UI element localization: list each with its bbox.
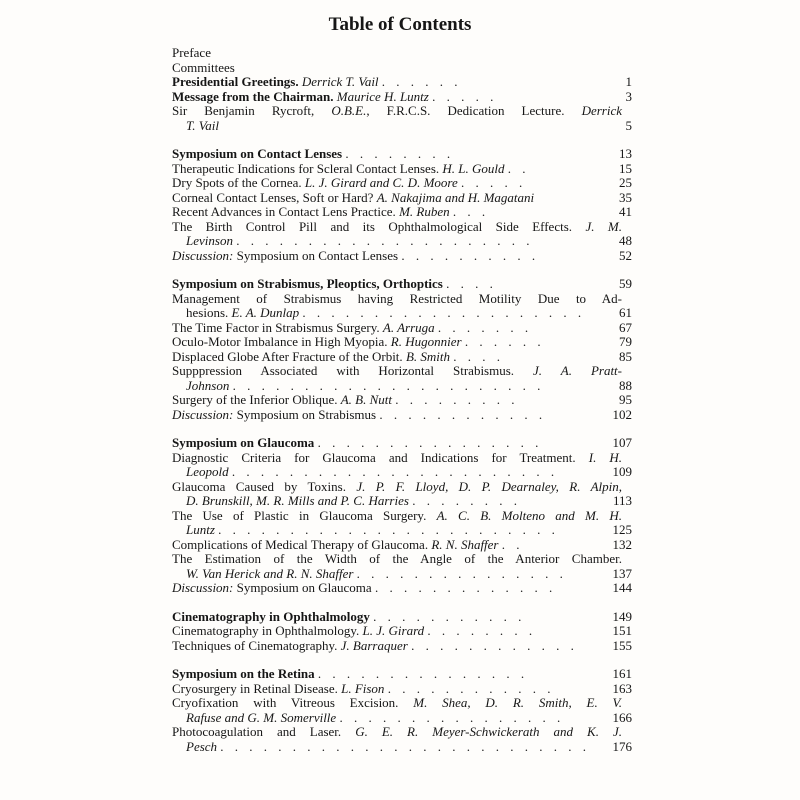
page-number: 107 [612, 435, 632, 450]
toc-entry[interactable] [172, 292, 632, 307]
entry-text: Committees [172, 59, 235, 75]
entry-text: Dry Spots of the Cornea. [172, 175, 302, 190]
entry-text: Recent Advances in Contact Lens Practice. [172, 204, 396, 219]
page-number: 3 [625, 88, 632, 104]
entry-text: Diagnostic Criteria for Glaucoma and Indications for Treatment. [172, 449, 576, 465]
page-number: 48 [619, 233, 632, 248]
page-number: 25 [619, 175, 632, 190]
entry-text: Derrick T. Vail [301, 74, 379, 89]
entry-text: Symposium on Glaucoma [236, 580, 372, 595]
entry-text: D. Brunskill, M. R. Mills and P. C. Harries [186, 493, 409, 508]
toc-entry[interactable]: Therapeutic Indications for Scleral Contact Lenses. H. L. Gould . . 15 [172, 160, 632, 176]
entry-text: J. M. [585, 218, 622, 234]
entry-text: L. Fison [341, 680, 385, 696]
toc-entry[interactable] [172, 191, 632, 206]
entry-text: Photocoagulation and Laser. [172, 724, 342, 739]
toc-entry[interactable]: The Time Factor in Strabismus Surgery. A. Arruga . . . . . . . 67 [172, 319, 632, 335]
toc-entry[interactable]: Oculo-Motor Imbalance in High Myopia. R. Hugonnier . . . . . . 79 [172, 334, 632, 349]
entry-text: T. Vail [186, 117, 219, 133]
entry-text: E. A. Dunlap [231, 305, 300, 320]
entry-text: Johnson [186, 377, 230, 393]
toc-entry-cont[interactable]: Rafuse and G. M. Somerville . . . . . . . . . . . . . . . . 166 [186, 709, 632, 725]
page-number: 15 [619, 160, 632, 176]
toc-entry-cont[interactable]: D. Brunskill, M. R. Mills and P. C. Harries . . . . . . . . 113 [186, 493, 632, 508]
toc-entry-rycroft-lecture-cont[interactable] [172, 119, 632, 134]
entry-text: Oculo-Motor Imbalance in High Myopia. [172, 334, 388, 349]
entry-text: Preface [172, 45, 211, 60]
toc-entry-cont[interactable]: W. Van Herick and R. N. Shaffer . . . . . . . . . . . . . . . 137 [186, 565, 632, 581]
section-heading-retina[interactable]: Symposium on the Retina . . . . . . . . . . . . . . . 161 [172, 666, 632, 681]
toc-entry-cont[interactable]: Leopold . . . . . . . . . . . . . . . . . . . . . . . 109 [186, 464, 632, 479]
page-number: 52 [619, 247, 632, 263]
page-number: 161 [612, 666, 632, 681]
entry-text: Leopold [186, 464, 229, 479]
page-number: 88 [619, 377, 632, 393]
entry-text: Cryosurgery in Retinal Disease. [172, 680, 338, 696]
toc-entry[interactable]: Techniques of Cinematography. J. Barraquer . . . . . . . . . . . . 155 [172, 637, 632, 653]
entry-text: Symposium on Contact Lenses [236, 247, 399, 263]
entry-text: J. A. Pratt- [533, 363, 622, 378]
toc-entry[interactable]: Cryosurgery in Retinal Disease. L. Fison . . . . . . . . . . . . 163 [172, 680, 632, 696]
entry-text: Cinematography in Ophthalmology. [172, 623, 360, 638]
entry-text: Rafuse and G. M. Somerville [186, 709, 337, 725]
toc-entry[interactable] [172, 552, 632, 567]
entry-text: , F.R.C.S. Dedication Lecture. [366, 103, 565, 118]
page-number: 176 [612, 738, 632, 754]
page-number: 79 [619, 334, 632, 349]
toc-entry[interactable] [172, 451, 632, 466]
toc-entry[interactable] [172, 480, 632, 495]
toc-entry[interactable]: Dry Spots of the Cornea. L. J. Girard and C. D. Moore . . . . . 25 [172, 175, 632, 190]
toc-entry-rycroft-lecture[interactable] [172, 104, 632, 119]
page-number: 151 [612, 623, 632, 638]
entry-text: The Birth Control Pill and its Ophthalmological Side Effects. [172, 218, 573, 234]
entry-text: B. Smith [405, 348, 450, 364]
toc-entry-cont[interactable]: hesions. E. A. Dunlap . . . . . . . . . . . . . . . . . . . . 61 [186, 305, 632, 320]
page-number: 13 [619, 146, 632, 161]
toc-entry-discussion[interactable]: Discussion: Symposium on Glaucoma . . . . . . . . . . . . . 144 [172, 580, 632, 595]
page-number: 132 [612, 536, 632, 552]
page-number: 1 [625, 74, 632, 89]
section-heading-glaucoma[interactable]: Symposium on Glaucoma . . . . . . . . . . . . . . . . 107 [172, 435, 632, 450]
entry-text: M. Ruben [399, 204, 450, 219]
toc-entry-discussion[interactable]: Discussion: Symposium on Contact Lenses . . . . . . . . . . 52 [172, 247, 632, 263]
toc-entry[interactable] [172, 696, 632, 711]
entry-text: The Estimation of the Width of the Angle of the Anterior Chamber. [172, 551, 622, 566]
entry-text: J. Barraquer [340, 637, 408, 653]
page-number: 85 [619, 348, 632, 364]
toc-entry[interactable]: Complications of Medical Therapy of Glaucoma. R. N. Shaffer . . 132 [172, 536, 632, 552]
entry-text: M. Shea, D. R. Smith, E. V. [413, 695, 623, 710]
entry-text: J. P. F. Lloyd, D. P. Dearnaley, R. Alpin, [356, 478, 623, 494]
page-number: 155 [612, 637, 632, 653]
entry-text: H. L. Gould [442, 160, 505, 176]
entry-text: A. Arruga [382, 319, 435, 335]
page-number: 59 [619, 276, 632, 291]
entry-text: Discussion: [172, 406, 234, 422]
entry-text: L. J. Girard [362, 623, 425, 638]
toc-entry-discussion[interactable]: Discussion: Symposium on Strabismus . . . . . . . . . . . . 102 [172, 406, 632, 422]
entry-text: Discussion: [172, 247, 234, 263]
entry-text: Symposium on Contact Lenses [172, 146, 343, 161]
entry-text: G. E. R. Meyer-Schwickerath and K. J. [355, 724, 623, 739]
section-heading-cinematography[interactable]: Cinematography in Ophthalmology . . . . . . . . . . . 149 [172, 608, 632, 624]
toc-entry[interactable] [172, 364, 632, 379]
entry-text: Symposium on Strabismus, Pleoptics, Orthoptics [172, 276, 443, 291]
page-number: 61 [619, 305, 632, 320]
page-number: 35 [619, 189, 632, 205]
page-number: 137 [612, 565, 632, 581]
entry-text: The Time Factor in Strabismus Surgery. [172, 319, 380, 335]
page-number: 166 [612, 709, 632, 725]
toc-entry[interactable] [172, 509, 632, 524]
entry-text: R. Hugonnier [390, 334, 462, 349]
entry-text: Cinematography in Ophthalmology [172, 608, 370, 624]
page-number: 125 [612, 522, 632, 537]
entry-text: Symposium on Glaucoma [172, 435, 315, 450]
entry-text: Pesch [186, 738, 218, 754]
toc-entry-presidential-greetings[interactable]: Presidential Greetings. Derrick T. Vail . . . . . . 1 [172, 74, 632, 89]
entry-text: Maurice H. Luntz [336, 88, 429, 104]
toc-entry-message-chairman[interactable]: Message from the Chairman. Maurice H. Luntz . . . . . 3 [172, 88, 632, 104]
entry-text: A. Nakajima and H. Magatani [376, 189, 535, 205]
page-number: 149 [612, 608, 632, 624]
toc-entry-committees[interactable] [172, 61, 632, 76]
toc-entry[interactable]: Cinematography in Ophthalmology. L. J. Girard . . . . . . . . 151 [172, 623, 632, 638]
entry-text: Derrick [581, 103, 622, 118]
toc-entry[interactable]: Recent Advances in Contact Lens Practice. M. Ruben . . . 41 [172, 204, 632, 219]
page-number: 67 [619, 319, 632, 335]
entry-text: The Use of Plastic in Glaucoma Surgery. [172, 507, 427, 523]
section-heading-strabismus[interactable]: Symposium on Strabismus, Pleoptics, Orthoptics . . . . 59 [172, 276, 632, 291]
toc-list [172, 46, 632, 754]
entry-text: Supppression Associated with Horizontal Strabismus. [172, 363, 515, 378]
entry-text: R. N. Shaffer [431, 536, 499, 552]
toc-entry[interactable] [172, 725, 632, 740]
page-number: 144 [612, 580, 632, 595]
toc-entry-cont[interactable]: Pesch . . . . . . . . . . . . . . . . . . . . . . . . . . 176 [186, 738, 632, 754]
entry-text: O.B.E. [331, 103, 367, 118]
entry-text: Techniques of Cinematography. [172, 637, 338, 653]
entry-text: A. C. B. Molteno and M. H. [436, 507, 623, 523]
entry-text: Discussion: [172, 580, 234, 595]
toc-entry-cont[interactable]: Levinson . . . . . . . . . . . . . . . . . . . . . 48 [186, 233, 632, 248]
toc-entry[interactable] [172, 220, 632, 235]
entry-text: Displaced Globe After Fracture of the Orbit. [172, 348, 403, 364]
page-title: Table of Contents [328, 14, 472, 35]
toc-entry-preface[interactable] [172, 46, 632, 61]
section-heading-contact-lenses[interactable]: Symposium on Contact Lenses . . . . . . . . 13 [172, 146, 632, 161]
entry-text: Presidential Greetings. [172, 74, 299, 89]
entry-text: Symposium on the Retina [172, 666, 315, 681]
entry-text: Therapeutic Indications for Scleral Contact Lenses. [172, 160, 440, 176]
page-number: 95 [619, 392, 632, 407]
entry-text: I. H. [588, 449, 623, 465]
entry-text: Complications of Medical Therapy of Glaucoma. [172, 536, 429, 552]
page-number: 163 [612, 680, 632, 696]
entry-text: Corneal Contact Lenses, Soft or Hard? [172, 189, 374, 205]
entry-text: A. B. Nutt [340, 392, 392, 407]
entry-text: Luntz [186, 522, 215, 537]
entry-text: W. Van Herick and R. N. Shaffer [186, 565, 354, 581]
page-number: 102 [612, 406, 632, 422]
entry-text: Surgery of the Inferior Oblique. [172, 392, 338, 407]
entry-text: Management of Strabismus having Restricted Motility Due to Ad- [172, 290, 622, 306]
toc-entry[interactable]: Displaced Globe After Fracture of the Orbit. B. Smith . . . . 85 [172, 348, 632, 364]
entry-text: Message from the Chairman. [172, 88, 334, 104]
entry-text: Cryofixation with Vitreous Excision. [172, 695, 399, 710]
page-number: 5 [625, 117, 632, 133]
entry-text: L. J. Girard and C. D. Moore [304, 175, 458, 190]
page-number: 41 [619, 204, 632, 219]
entry-text: Symposium on Strabismus [236, 406, 377, 422]
toc-entry-cont[interactable]: Luntz . . . . . . . . . . . . . . . . . . . . . . . . 125 [186, 522, 632, 537]
entry-text: Glaucoma Caused by Toxins. [172, 478, 346, 494]
page-number: 109 [612, 464, 632, 479]
page-number: 113 [612, 493, 632, 508]
entry-text: hesions. [186, 305, 229, 320]
toc-entry-cont[interactable]: Johnson . . . . . . . . . . . . . . . . . . . . . . 88 [186, 377, 632, 393]
entry-text: Sir Benjamin Rycroft, [172, 103, 315, 118]
entry-text: Levinson [186, 233, 233, 248]
toc-entry[interactable]: Surgery of the Inferior Oblique. A. B. Nutt . . . . . . . . . 95 [172, 392, 632, 407]
